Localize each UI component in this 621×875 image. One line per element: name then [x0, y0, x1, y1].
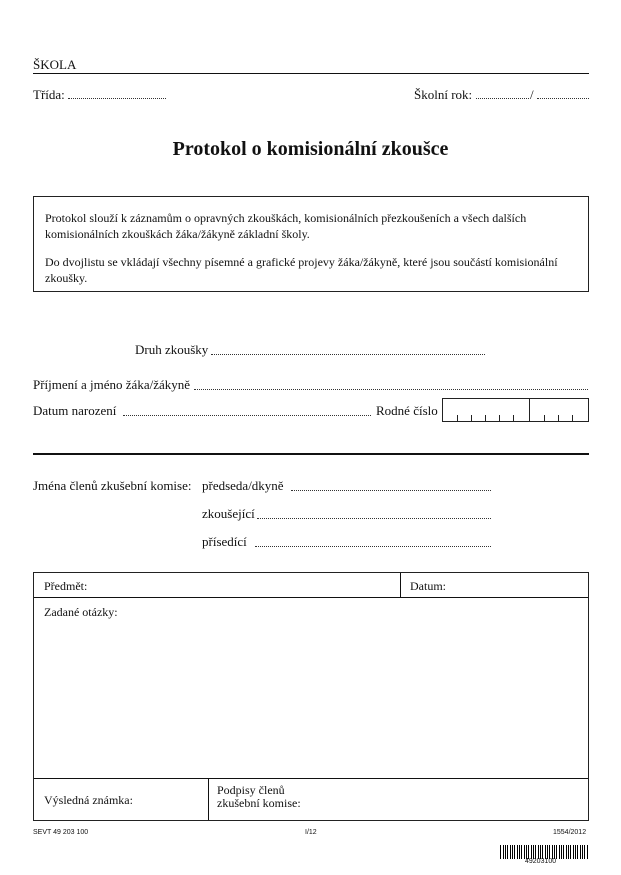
examiner-label: zkoušející	[202, 506, 255, 521]
committee-label: Jména členů zkušební komise:	[33, 478, 192, 493]
school-year-label: Školní rok:	[414, 87, 473, 102]
digit-divider	[457, 415, 458, 421]
birth-date-field[interactable]	[123, 415, 371, 416]
questions-field[interactable]	[44, 621, 580, 773]
digit-divider	[499, 415, 500, 421]
birth-number-label: Rodné číslo	[376, 403, 438, 418]
digit-divider	[544, 415, 545, 421]
digit-divider	[485, 415, 486, 421]
subject-field[interactable]	[114, 575, 394, 595]
signatures-label-line2: zkušební komise:	[217, 796, 301, 810]
class-label: Třída:	[33, 87, 65, 102]
footer-center: I/12	[305, 829, 317, 836]
info-paragraph-2: Do dvojlistu se vkládají všechny písemné a grafické projevy žáka/žákyně, které jsou součástí komisionální zkoušky.	[45, 255, 558, 285]
barcode-number: 49203100	[525, 858, 557, 865]
subject-label: Předmět:	[44, 579, 88, 593]
info-box	[33, 196, 589, 292]
info-paragraph-1: Protokol slouží k záznamům o opravných zkouškách, komisionálních přezkoušeních a všech dalších komisionálních zkouškách žáka/žákyně základní školy.	[45, 211, 527, 241]
digit-divider	[513, 415, 514, 421]
chair-field[interactable]	[291, 490, 491, 491]
exam-type-label: Druh zkoušky	[135, 342, 209, 357]
signatures-label	[217, 784, 301, 810]
table-row-divider	[34, 778, 588, 779]
date-label: Datum:	[410, 579, 446, 593]
table-col-divider	[208, 778, 209, 820]
grade-label: Výsledná známka:	[44, 793, 133, 807]
date-field[interactable]	[454, 575, 584, 595]
student-name-label: Příjmení a jméno žáka/žákyně	[33, 377, 191, 392]
section-divider	[33, 453, 589, 455]
school-year-start-field[interactable]	[476, 98, 529, 99]
table-col-divider	[400, 573, 401, 597]
chair-label: předseda/dkyně	[202, 478, 284, 493]
class-field[interactable]	[68, 98, 166, 99]
header-divider	[33, 73, 589, 74]
school-year-end-field[interactable]	[537, 98, 589, 99]
exam-type-field[interactable]	[211, 354, 485, 355]
digit-divider	[572, 415, 573, 421]
student-name-field[interactable]	[194, 389, 588, 390]
page-title: Protokol o komisionální zkoušce	[172, 138, 449, 160]
digit-divider	[558, 415, 559, 421]
grade-field[interactable]	[144, 783, 204, 815]
barcode-icon	[500, 845, 589, 859]
school-year-separator: /	[530, 87, 534, 102]
footer-right: 1554/2012	[553, 829, 587, 836]
birth-date-label: Datum narození	[33, 403, 117, 418]
birth-number-slash-divider	[529, 398, 530, 421]
assessor-field[interactable]	[255, 546, 491, 547]
questions-label: Zadané otázky:	[44, 605, 118, 619]
assessor-label: přísedící	[202, 534, 247, 549]
birth-number-field[interactable]	[442, 398, 589, 422]
digit-divider	[471, 415, 472, 421]
school-label: ŠKOLA	[33, 57, 77, 72]
examiner-field[interactable]	[257, 518, 491, 519]
footer-left: SEVT 49 203 100	[33, 829, 89, 836]
signatures-label-line1: Podpisy členů	[217, 783, 285, 797]
record-table	[33, 572, 589, 821]
signatures-field[interactable]	[304, 783, 584, 815]
table-row-divider	[34, 597, 588, 598]
